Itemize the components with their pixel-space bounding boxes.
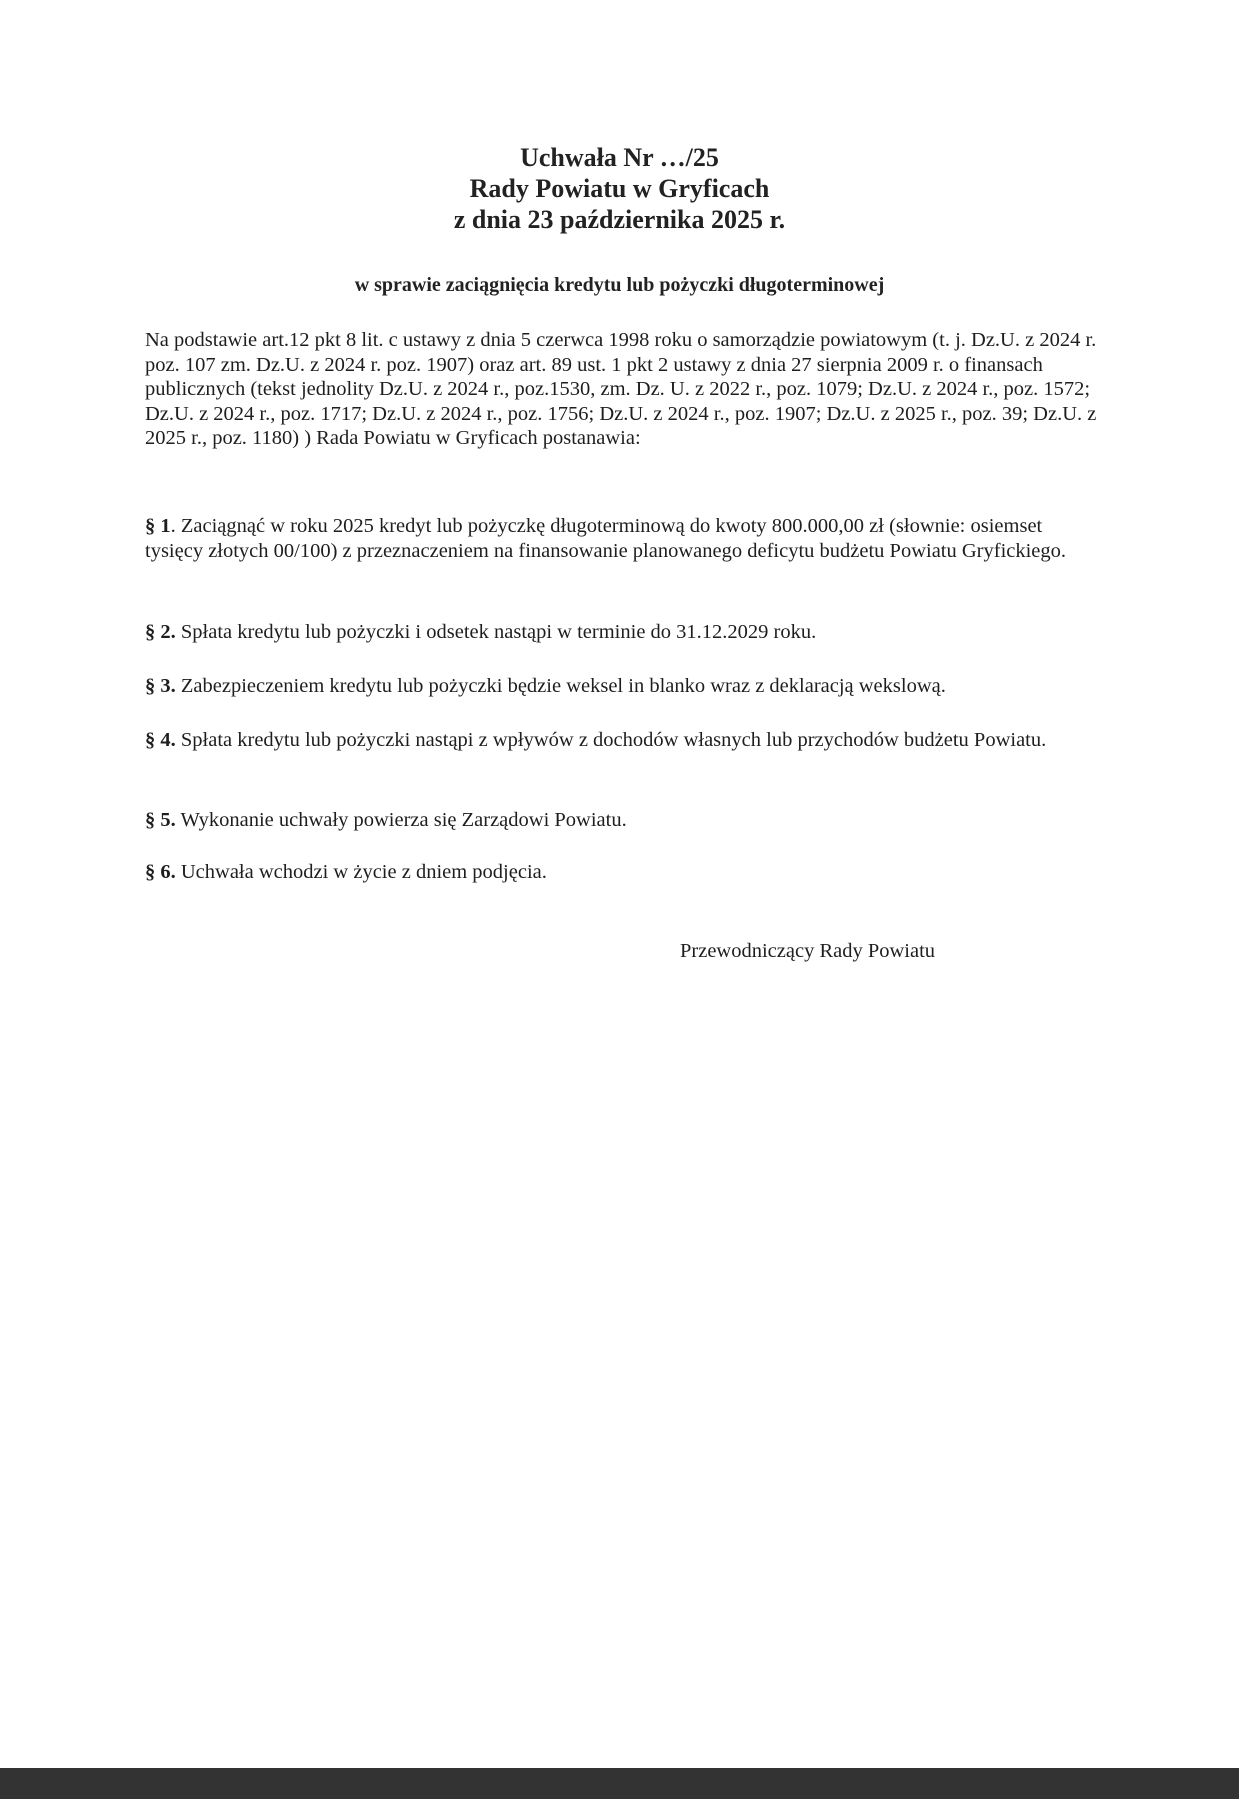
section-1-text: Zaciągnąć w roku 2025 kredyt lub pożyczkę długoterminową do kwoty 800.000,00 zł (słownie: osiemset tysięcy złotych 00/100) z przeznaczeniem na finansowanie planowanego deficytu budżetu Powiatu Gryfickiego. [145, 515, 1067, 562]
section-6 [145, 860, 1105, 885]
section-3-label: § 3. [145, 675, 176, 697]
section-6-text: Uchwała wchodzi w życie z dniem podjęcia. [180, 861, 547, 883]
section-1-label: § 1 [145, 515, 171, 537]
title-date: z dnia 23 października 2025 r. [453, 205, 786, 234]
title-council: Rady Powiatu w Gryficach [469, 174, 770, 203]
section-5-text: Wykonanie uchwały powierza się Zarządowi Powiatu. [180, 809, 627, 831]
signature-line: Przewodniczący Rady Powiatu [680, 940, 936, 962]
section-2-label: § 2. [145, 621, 176, 643]
section-5 [145, 808, 1105, 833]
resolution-subject: w sprawie zaciągnięcia kredytu lub pożyczki długoterminowej [354, 274, 885, 296]
section-4-label: § 4. [145, 729, 176, 751]
section-5-label: § 5. [145, 809, 176, 831]
section-4-text: Spłata kredytu lub pożyczki nastąpi z wpływów z dochodów własnych lub przychodów budżetu Powiatu. [180, 729, 1047, 751]
bottom-bar [0, 1768, 1239, 1799]
section-1: § 1. Zaciągnąć w roku 2025 kredyt lub pożyczkę długoterminową do kwoty 800.000,00 zł (słownie: osiemset tysięcy złotych 00/100) z przeznaczeniem na finansowanie planowanego deficytu budżetu Powiatu Gryfickiego. [145, 515, 1067, 562]
section-3 [145, 674, 1105, 699]
section-2-text: Spłata kredytu lub pożyczki i odsetek nastąpi w terminie do 31.12.2029 roku. [180, 621, 817, 643]
section-4 [145, 728, 1105, 753]
preamble: Na podstawie art.12 pkt 8 lit. c ustawy z dnia 5 czerwca 1998 roku o samorządzie powiatowym (t. j. Dz.U. z 2024 r. poz. 107 zm. Dz.U. z 2024 r. poz. 1907) oraz art. 89 ust. 1 pkt 2 ustawy z dnia 27 sierpnia 2009 r. o finansach publicznych (tekst jednolity Dz.U. z 2024 r., poz.1530, zm. Dz. U. z 2022 r., poz. 1079; Dz.U. z 2024 r., poz. 1572; Dz.U. z 2024 r., poz. 1717; Dz.U. z 2024 r., poz. 1756; Dz.U. z 2024 r., poz. 1907; Dz.U. z 2025 r., poz. 39; Dz.U. z 2025 r., poz. 1180) ) Rada Powiatu w Gryficach postanawia: [145, 329, 1097, 449]
section-6-label: § 6. [145, 861, 176, 883]
section-2 [145, 620, 1105, 645]
title-number: Uchwała Nr …/25 [520, 143, 719, 172]
section-3-text: Zabezpieczeniem kredytu lub pożyczki będzie weksel in blanko wraz z deklaracją wekslową. [180, 675, 946, 697]
resolution-title [0, 142, 1239, 235]
